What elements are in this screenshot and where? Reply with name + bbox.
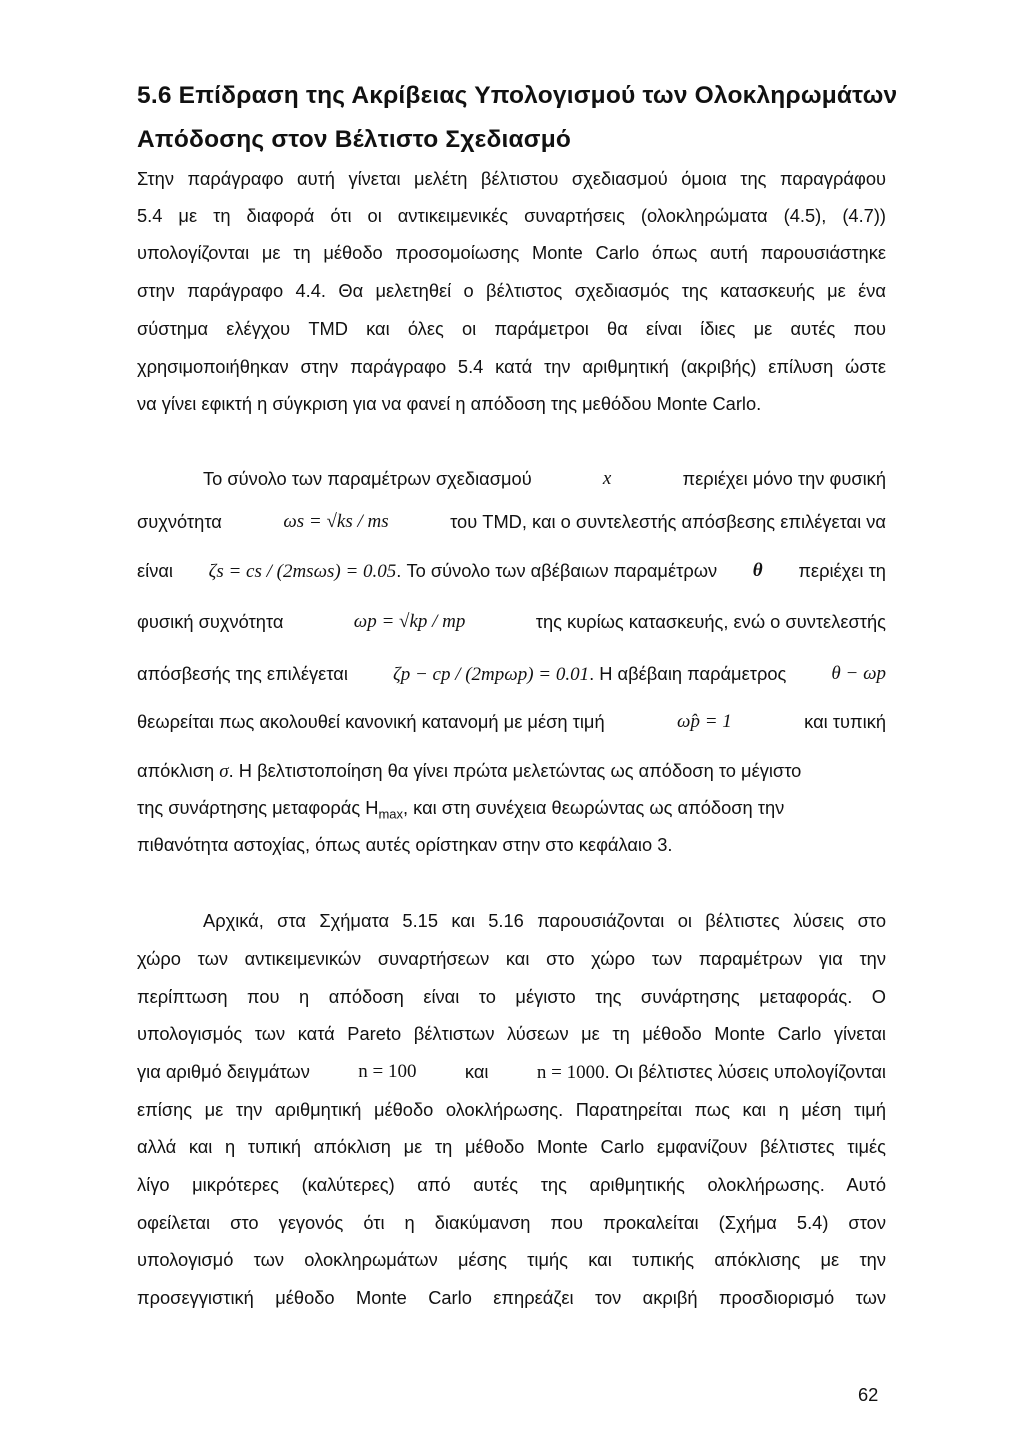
uncertain-parameters-theta: θ: [752, 560, 763, 581]
formula-omega-s: ωs = √ks / ms: [283, 511, 389, 532]
paragraph-2-line-1: Το σύνολο των παραμέτρων σχεδιασμού x περιέχει μόνο την φυσική: [203, 468, 886, 489]
paragraph-3-line: Αρχικά, στα Σχήματα 5.15 και 5.16 παρουσιάζονται οι βέλτιστες λύσεις στο: [203, 910, 886, 931]
paragraph-1-line: Στην παράγραφο αυτή γίνεται μελέτη βέλτιστου σχεδιασμού όμοια της παραγράφου: [137, 168, 886, 189]
paragraph-3-line: οφείλεται στο γεγονός ότι η διακύμανση που προκαλείται (Σχήμα 5.4) στον: [137, 1212, 886, 1233]
section-title-line-1: 5.6 Επίδραση της Ακρίβειας Υπολογισμού των Ολοκληρωμάτων: [137, 82, 898, 109]
formula-omega-p: ωp = √kp / mp: [353, 611, 466, 632]
design-variable-x: x: [602, 468, 612, 489]
paragraph-3-line: περίπτωση που η απόδοση είναι το μέγιστο της συνάρτησης μεταφοράς. Ο: [137, 986, 886, 1007]
formula-zeta-s: ζs = cs / (2msωs) = 0.05: [208, 561, 397, 582]
paragraph-2-line-6: θεωρείται πως ακολουθεί κανονική κατανομή με μέση τιμή ω̂p = 1 και τυπική: [137, 711, 886, 732]
paragraph-3-line: προσεγγιστική μέθοδο Monte Carlo επηρεάζει τον ακριβή προσδιορισμό των: [137, 1287, 886, 1308]
paragraph-3-line: υπολογισμός των κατά Pareto βέλτιστων λύσεων με τη μέθοδο Monte Carlo γίνεται: [137, 1023, 886, 1044]
paragraph-1-line: 5.4 με τη διαφορά ότι οι αντικειμενικές συναρτήσεις (ολοκληρώματα (4.5), (4.7)): [137, 205, 886, 226]
sample-size-1000: n = 1000: [536, 1062, 605, 1083]
paragraph-3-line: αλλά και η τυπική απόκλιση με τη μέθοδο Monte Carlo εμφανίζουν βέλτιστες τιμές: [137, 1136, 886, 1157]
paragraph-2-line-3: είναι ζs = cs / (2msωs) = 0.05. Το σύνολο των αβέβαιων παραμέτρων θ περιέχει τη: [137, 560, 886, 582]
paragraph-2-line-8: της συνάρτησης μεταφοράς $H_{max}$, και στη συνέχεια θεωρώντας ως απόδοση την: [137, 797, 785, 822]
section-title-line-2: Απόδοσης στον Βέλτιστο Σχεδιασμό: [137, 126, 572, 153]
paragraph-2-line-2: συχνότητα ωs = √ks / ms του TMD, και ο συντελεστής απόσβεσης επιλέγεται να: [137, 511, 886, 532]
page-number: 62: [858, 1384, 879, 1405]
formula-theta-omega-p: θ − ωp: [831, 663, 886, 684]
paragraph-2-line-7: απόκλιση σ. Η βελτιστοποίηση θα γίνει πρώτα μελετώντας ως απόδοση το μέγιστο: [137, 760, 802, 782]
std-sigma: σ: [219, 761, 229, 782]
paragraph-3-line: επίσης με την αριθμητική μέθοδο ολοκλήρωσης. Παρατηρείται πως και η μέση τιμή: [137, 1099, 886, 1120]
paragraph-2-line-4: φυσική συχνότητα ωp = √kp / mp της κυρίως κατασκευής, ενώ ο συντελεστής: [137, 611, 886, 632]
paragraph-2-line-9: πιθανότητα αστοχίας, όπως αυτές ορίστηκαν στην στο κεφάλαιο 3.: [137, 834, 673, 855]
paragraph-1-line: να γίνει εφικτή η σύγκριση για να φανεί η απόδοση της μεθόδου Monte Carlo.: [137, 393, 762, 414]
paragraph-1-line: σύστημα ελέγχου TMD και όλες οι παράμετροι θα είναι ίδιες με αυτές που: [137, 318, 886, 339]
paragraph-2-line-5: απόσβεσής της επιλέγεται ζp − cp / (2mpωp) = 0.01. Η αβέβαιη παράμετρος θ − ωp: [137, 663, 886, 685]
paragraph-3-line-5: για αριθμό δειγμάτων n = 100 και n = 1000. Οι βέλτιστες λύσεις υπολογίζονται: [137, 1061, 886, 1083]
formula-mean-omega-p: ω̂p = 1: [677, 711, 732, 732]
paragraph-1-line: στην παράγραφο 4.4. Θα μελετηθεί ο βέλτιστος σχεδιασμός της κατασκευής με ένα: [137, 280, 886, 301]
sample-size-100: n = 100: [358, 1061, 417, 1082]
paragraph-3-line: χώρο των αντικειμενικών συναρτήσεων και στο χώρο των παραμέτρων για την: [137, 948, 886, 969]
paragraph-1-line: υπολογίζονται με τη μέθοδο προσομοίωσης Monte Carlo όπως αυτή παρουσιάστηκε: [137, 242, 886, 263]
paragraph-1-line: χρησιμοποιήθηκαν στην παράγραφο 5.4 κατά την αριθμητική (ακριβής) επίλυση ώστε: [137, 356, 886, 377]
paragraph-3-line: υπολογισμό των ολοκληρωμάτων μέσης τιμής και τυπικής απόκλισης με την: [137, 1249, 886, 1270]
paragraph-3-line: λίγο μικρότερες (καλύτερες) από αυτές της αριθμητικής ολοκλήρωσης. Αυτό: [137, 1174, 886, 1195]
formula-zeta-p: ζp − cp / (2mpωp) = 0.01: [393, 664, 590, 685]
